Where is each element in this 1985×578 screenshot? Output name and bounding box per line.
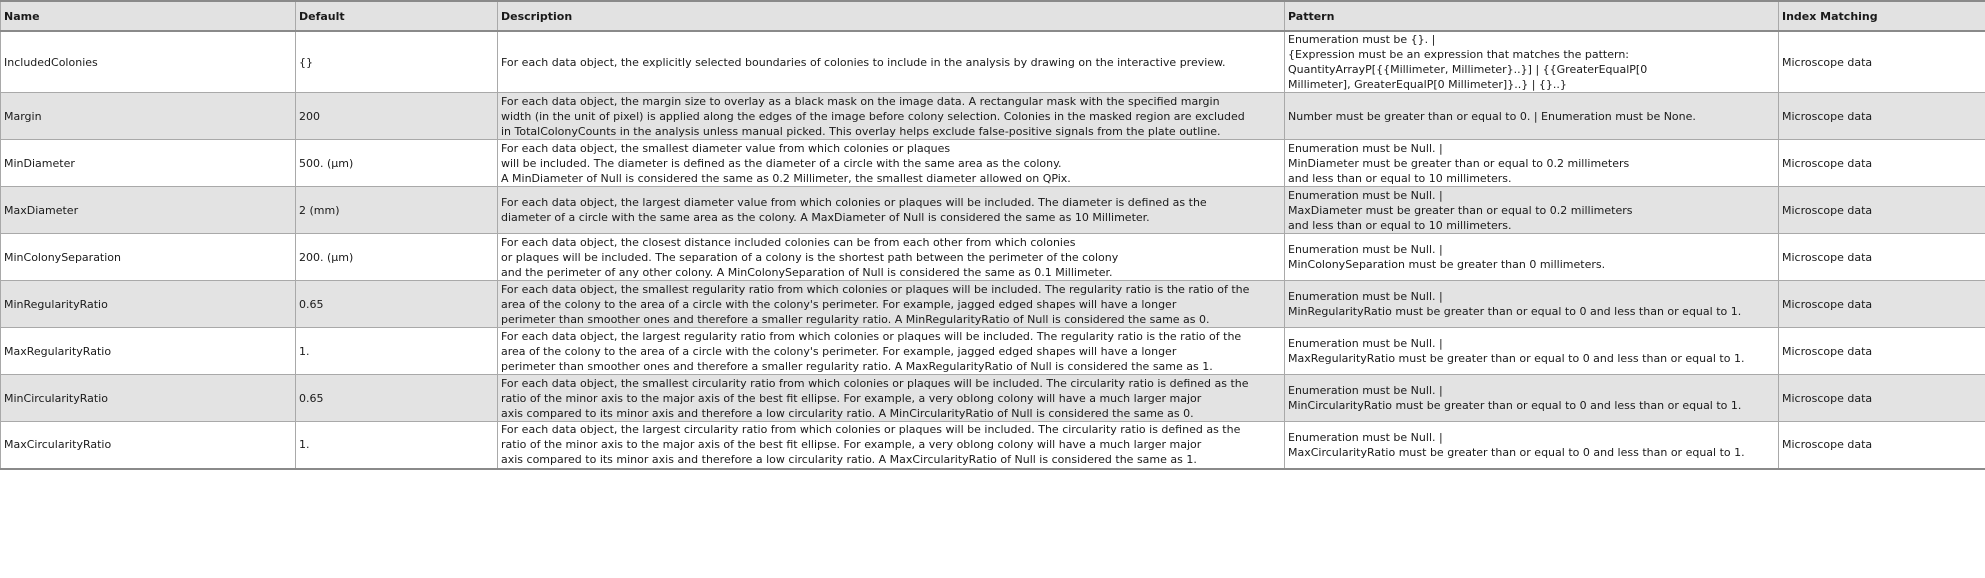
cell-pattern — [1285, 281, 1779, 328]
option-default: 1. — [299, 344, 310, 358]
cell-description — [498, 234, 1285, 281]
cell-default — [296, 375, 498, 422]
option-name: MinDiameter — [4, 156, 75, 170]
cell-default — [296, 234, 498, 281]
cell-index-matching — [1779, 422, 1985, 469]
cell-pattern — [1285, 93, 1779, 140]
option-default: 200 — [299, 109, 320, 123]
option-pattern: Enumeration must be {}. | {Expression must be an expression that matches the pattern: QuantityArrayP[{{Millimeter, Millimeter}..}] | {{GreaterEqualP[0 Millimeter], GreaterEqualP[0 Millimeter]}..} | {}..} — [1288, 33, 1648, 91]
option-description: For each data object, the smallest regularity ratio from which colonies or plaques will be included. The regularity ratio is the ratio of the area of the colony to the area of a circle with the colony's perimeter. For example, jagged edged shapes will have a longer perimeter than smoother ones and therefore a smaller regularity ratio. A MinRegularityRatio of Null is considered the same as 0. — [501, 282, 1250, 326]
cell-default — [296, 31, 498, 93]
option-pattern: Enumeration must be Null. | MinColonySeparation must be greater than 0 millimeters. — [1288, 243, 1606, 271]
option-pattern: Enumeration must be Null. | MaxDiameter must be greater than or equal to 0.2 millimeters and less than or equal to 10 millimeters. — [1288, 188, 1633, 232]
cell-pattern — [1285, 140, 1779, 187]
option-description: For each data object, the explicitly selected boundaries of colonies to include in the analysis by drawing on the interactive preview. — [501, 55, 1226, 69]
option-pattern: Number must be greater than or equal to 0. | Enumeration must be None. — [1288, 109, 1696, 123]
cell-description — [498, 422, 1285, 469]
header-name: Name — [1, 1, 296, 31]
cell-name — [1, 31, 296, 93]
cell-default — [296, 281, 498, 328]
header-default: Default — [296, 1, 498, 31]
cell-pattern — [1285, 31, 1779, 93]
option-name: MinCircularityRatio — [4, 391, 108, 405]
cell-description — [498, 31, 1285, 93]
cell-default — [296, 187, 498, 234]
cell-pattern — [1285, 375, 1779, 422]
option-pattern: Enumeration must be Null. | MaxCircularityRatio must be greater than or equal to 0 and less than or equal to 1. — [1288, 430, 1745, 459]
cell-name — [1, 328, 296, 375]
option-default: 0.65 — [299, 297, 324, 311]
cell-index-matching — [1779, 234, 1985, 281]
option-pattern: Enumeration must be Null. | MinRegularityRatio must be greater than or equal to 0 and less than or equal to 1. — [1288, 290, 1742, 318]
cell-pattern — [1285, 328, 1779, 375]
cell-name — [1, 375, 296, 422]
cell-description — [498, 93, 1285, 140]
option-index-matching: Microscope data — [1782, 55, 1873, 69]
header-row — [1, 1, 1985, 31]
option-index-matching: Microscope data — [1782, 297, 1873, 311]
option-default: 2 (mm) — [299, 203, 340, 217]
option-default: 0.65 — [299, 391, 324, 405]
cell-default — [296, 140, 498, 187]
cell-index-matching — [1779, 93, 1985, 140]
cell-default — [296, 328, 498, 375]
option-pattern: Enumeration must be Null. | MinDiameter must be greater than or equal to 0.2 millimeters and less than or equal to 10 millimeters. — [1288, 141, 1630, 185]
option-default: {} — [299, 55, 313, 69]
cell-default — [296, 422, 498, 469]
cell-index-matching — [1779, 328, 1985, 375]
option-description: For each data object, the largest diameter value from which colonies or plaques will be included. The diameter is defined as the diameter of a circle with the same area as the colony. A MaxDiameter of Null is considered the same as 10 Millimeter. — [501, 196, 1207, 224]
option-name: MinColonySeparation — [4, 250, 122, 264]
option-default: 500. (μm) — [299, 156, 354, 170]
option-index-matching: Microscope data — [1782, 250, 1873, 264]
cell-name — [1, 234, 296, 281]
cell-description — [498, 328, 1285, 375]
option-description: For each data object, the closest distance included colonies can be from each other from which colonies or plaques will be included. The separation of a colony is the shortest path between the perimeter of the colony and the perimeter of any other colony. A MinColonySeparation of Null is considered the same as 0.1 Millimeter. — [501, 235, 1119, 279]
option-index-matching: Microscope data — [1782, 109, 1873, 123]
cell-pattern — [1285, 234, 1779, 281]
option-index-matching: Microscope data — [1782, 391, 1873, 405]
option-default: 200. (μm) — [299, 250, 354, 264]
cell-default — [296, 93, 498, 140]
cell-index-matching — [1779, 31, 1985, 93]
cell-description — [498, 140, 1285, 187]
option-index-matching: Microscope data — [1782, 438, 1873, 452]
option-index-matching: Microscope data — [1782, 203, 1873, 217]
table-row — [1, 375, 1985, 422]
table-row — [1, 234, 1985, 281]
option-name: Margin — [4, 109, 42, 123]
option-name: MaxDiameter — [4, 203, 79, 217]
option-name: MaxCircularityRatio — [4, 438, 112, 452]
table-row — [1, 31, 1985, 93]
table-row — [1, 187, 1985, 234]
cell-name — [1, 187, 296, 234]
option-description: For each data object, the smallest diameter value from which colonies or plaques will be included. The diameter is defined as the diameter of a circle with the same area as the colony. A MinDiameter of Null is considered the same as 0.2 Millimeter, the smallest diameter allowed on QPix. — [501, 141, 1071, 185]
cell-index-matching — [1779, 140, 1985, 187]
table-row — [1, 93, 1985, 140]
option-index-matching: Microscope data — [1782, 156, 1873, 170]
cell-name — [1, 93, 296, 140]
table-row — [1, 422, 1985, 469]
option-pattern: Enumeration must be Null. | MaxRegularityRatio must be greater than or equal to 0 and less than or equal to 1. — [1288, 337, 1745, 365]
table-row — [1, 328, 1985, 375]
option-index-matching: Microscope data — [1782, 344, 1873, 358]
header-description: Description — [498, 1, 1285, 31]
table-header — [1, 1, 1985, 31]
cell-pattern — [1285, 422, 1779, 469]
cell-description — [498, 187, 1285, 234]
cell-pattern — [1285, 187, 1779, 234]
option-default: 1. — [299, 438, 310, 452]
cell-name — [1, 281, 296, 328]
cell-index-matching — [1779, 187, 1985, 234]
option-description: For each data object, the largest circularity ratio from which colonies or plaques will be included. The circularity ratio is defined as the ratio of the minor axis to the major axis of the best fit ellipse. For example, a very oblong colony will have a much larger major axis compared to its minor axis and therefore a low circularity ratio. A MaxCircularityRatio of Null is considered the same as 1. — [501, 423, 1241, 467]
option-name: IncludedColonies — [4, 55, 98, 69]
cell-description — [498, 281, 1285, 328]
cell-name — [1, 140, 296, 187]
cell-description — [498, 375, 1285, 422]
table-row — [1, 281, 1985, 328]
cell-name — [1, 422, 296, 469]
option-description: For each data object, the smallest circularity ratio from which colonies or plaques will be included. The circularity ratio is defined as the ratio of the minor axis to the major axis of the best fit ellipse. For example, a very oblong colony will have a much larger major axis compared to its minor axis and therefore a low circularity ratio. A MinCircularityRatio of Null is considered the same as 0. — [501, 376, 1249, 420]
table-row — [1, 140, 1985, 187]
option-pattern: Enumeration must be Null. | MinCircularityRatio must be greater than or equal to 0 and less than or equal to 1. — [1288, 384, 1742, 412]
header-pattern: Pattern — [1285, 1, 1779, 31]
option-name: MinRegularityRatio — [4, 297, 108, 311]
cell-index-matching — [1779, 375, 1985, 422]
option-name: MaxRegularityRatio — [4, 344, 112, 358]
cell-index-matching — [1779, 281, 1985, 328]
table-body — [1, 31, 1985, 469]
header-index-matching: Index Matching — [1779, 1, 1985, 31]
option-description: For each data object, the largest regularity ratio from which colonies or plaques will be included. The regularity ratio is the ratio of the area of the colony to the area of a circle with the colony's perimeter. For example, jagged edged shapes will have a longer perimeter than smoother ones and therefore a smaller regularity ratio. A MaxRegularityRatio of Null is considered the same as 1. — [501, 329, 1242, 373]
option-description: For each data object, the margin size to overlay as a black mask on the image data. A rectangular mask with the specified margin width (in the unit of pixel) is applied along the edges of the image before colony selection. Colonies in the masked region are excluded in TotalColonyCounts in the analysis unless manual picked. This overlay helps exclude false-positive signals from the plate outline. — [501, 94, 1245, 138]
